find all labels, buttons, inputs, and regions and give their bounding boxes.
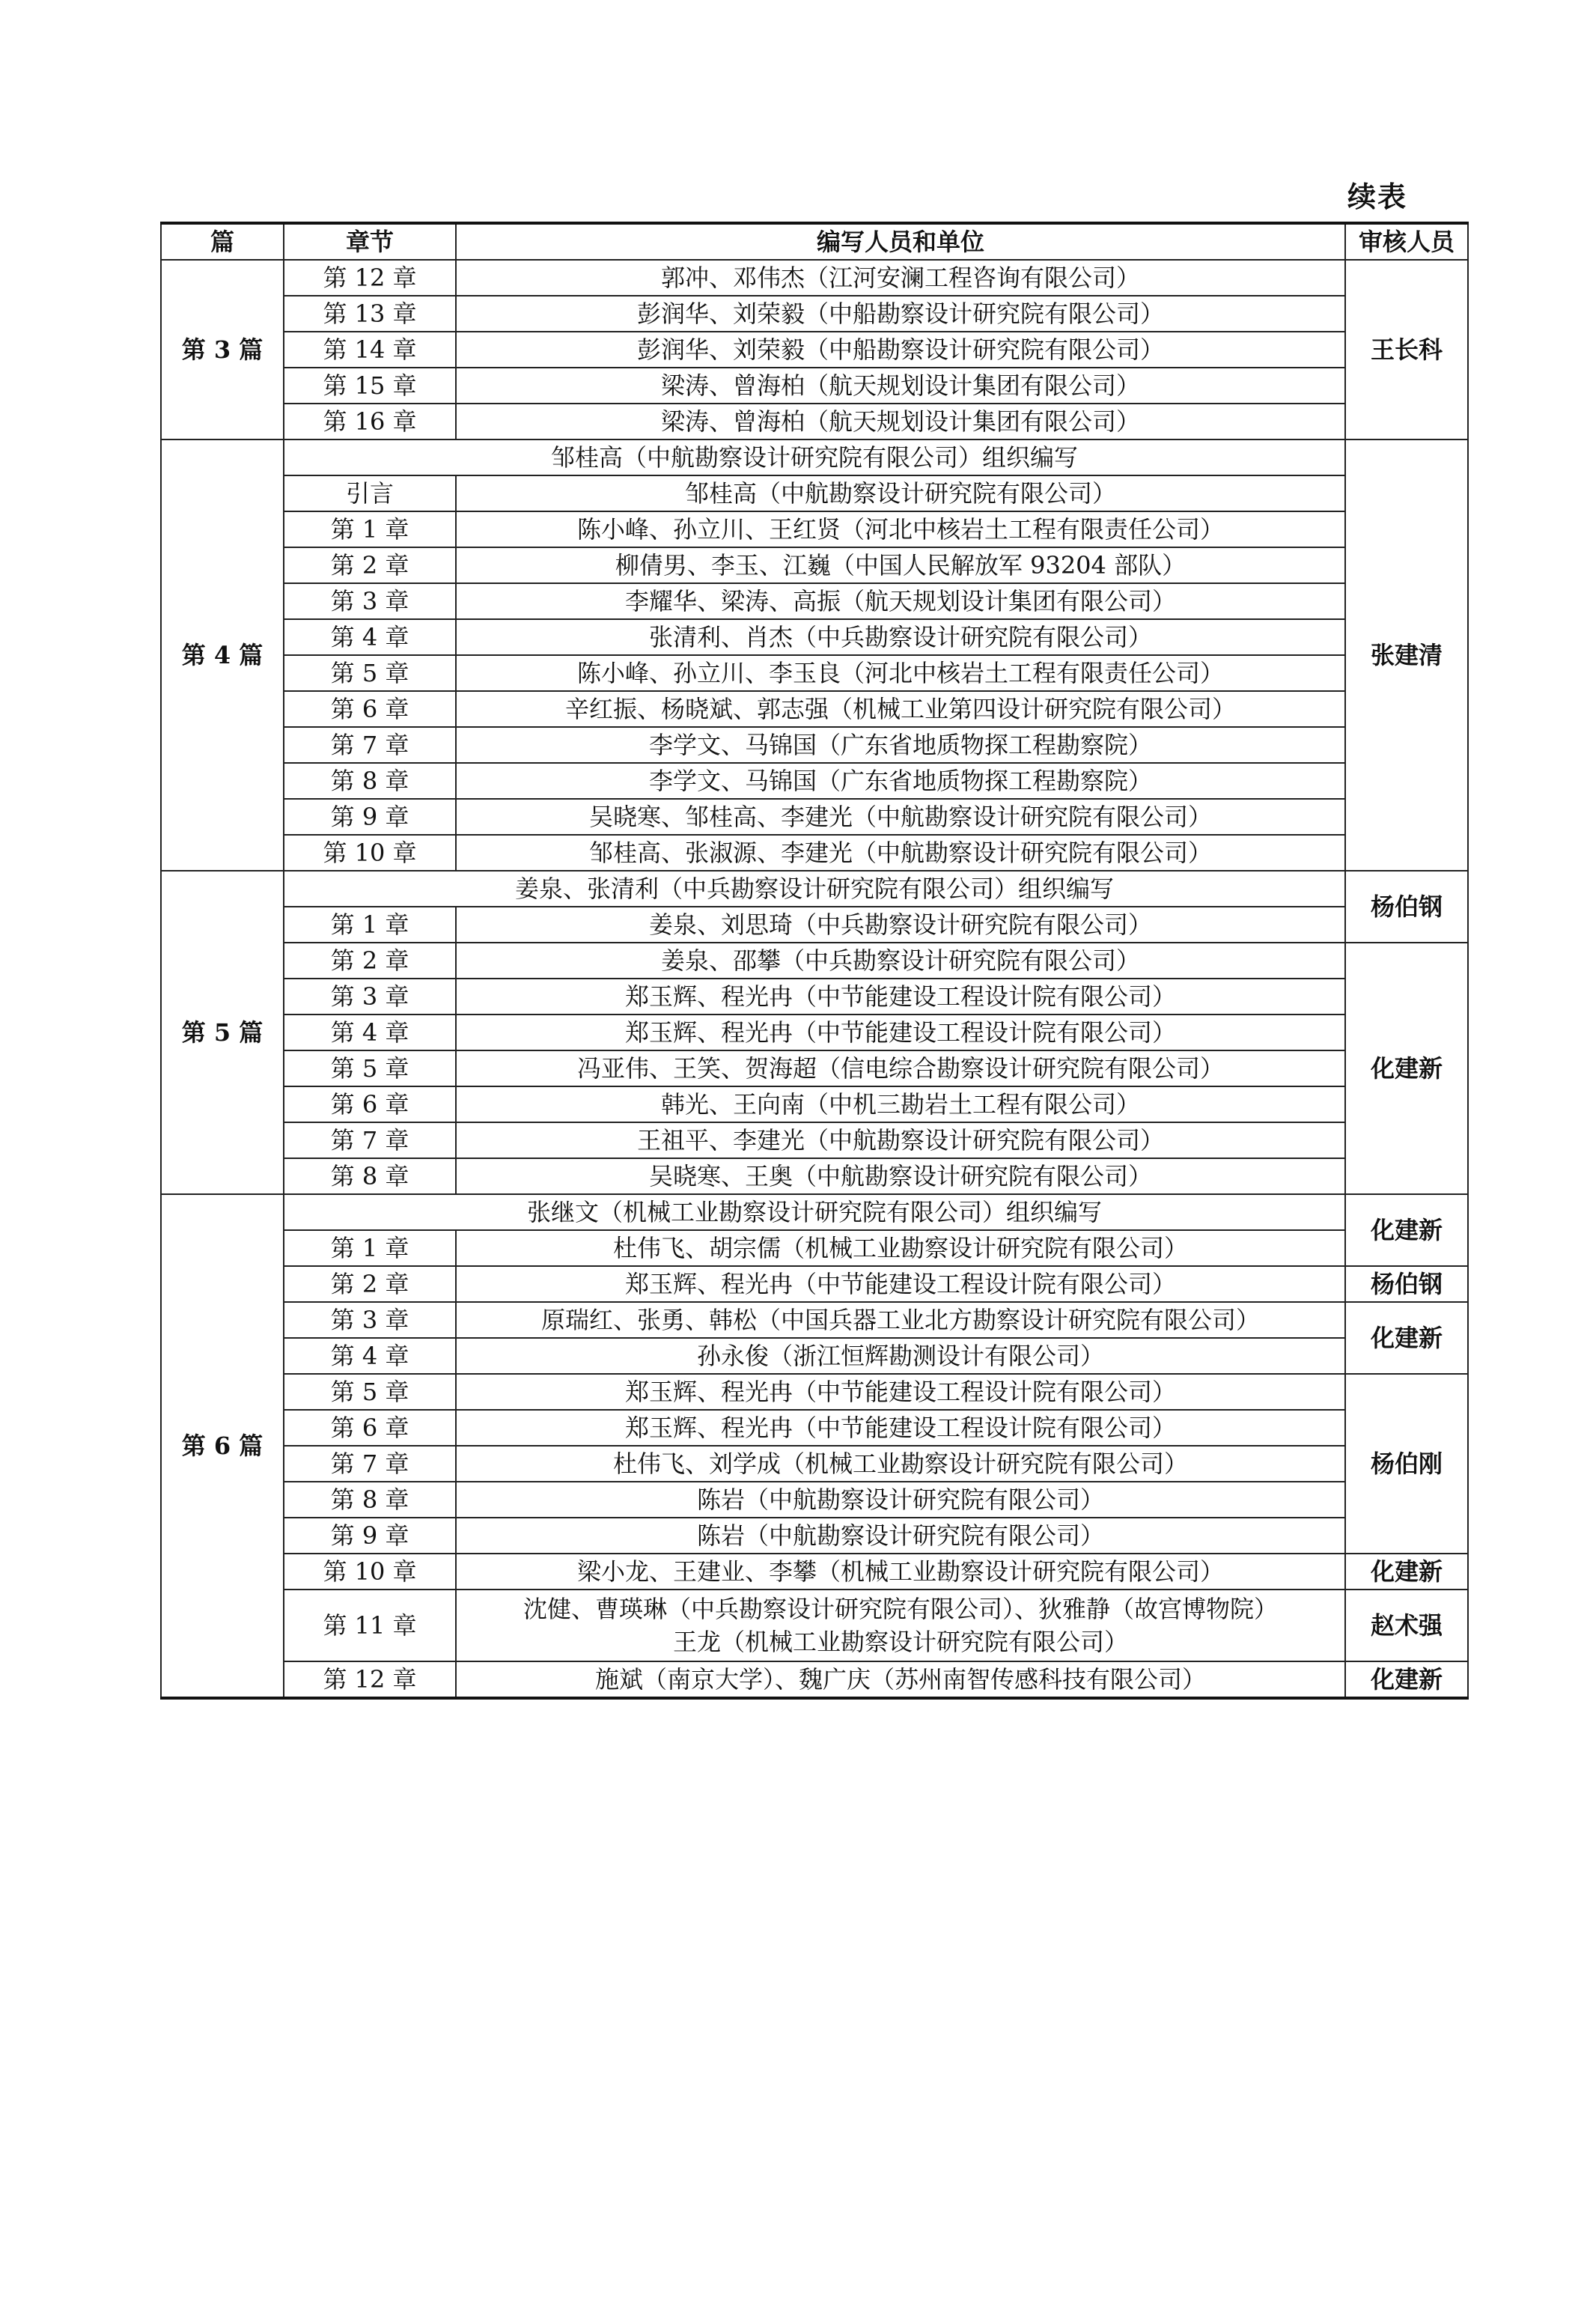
reviewer-cell: 王长科 [1345, 260, 1468, 439]
authors-cell: 辛红振、杨晓斌、郭志强（机械工业第四设计研究院有限公司） [456, 691, 1345, 727]
table-row [161, 1015, 1468, 1050]
table-row [161, 1230, 1468, 1266]
reviewer-cell: 化建新 [1345, 1302, 1468, 1374]
table-row [161, 332, 1468, 368]
chapter-cell: 第 10 章 [284, 835, 456, 871]
table-continued-title: 续表 [1347, 180, 1407, 213]
table-row [161, 1590, 1468, 1661]
organizer-cell: 邹桂高（中航勘察设计研究院有限公司）组织编写 [284, 439, 1345, 475]
table-row [161, 835, 1468, 871]
table-row [161, 1194, 1468, 1230]
chapter-cell: 第 5 章 [284, 1374, 456, 1410]
reviewer-cell: 杨伯刚 [1345, 1374, 1468, 1554]
table-row [161, 404, 1468, 439]
authors-cell: 杜伟飞、刘学成（机械工业勘察设计研究院有限公司） [456, 1446, 1345, 1482]
authors-table [160, 222, 1469, 1700]
chapter-cell: 第 6 章 [284, 1410, 456, 1446]
organizer-cell: 姜泉、张清利（中兵勘察设计研究院有限公司）组织编写 [284, 871, 1345, 907]
chapter-cell: 引言 [284, 475, 456, 511]
table-row [161, 1446, 1468, 1482]
table-row [161, 1554, 1468, 1590]
chapter-cell: 第 1 章 [284, 907, 456, 943]
chapter-cell: 第 6 章 [284, 1086, 456, 1122]
authors-cell: 陈岩（中航勘察设计研究院有限公司） [456, 1518, 1345, 1554]
authors-cell: 韩光、王向南（中机三勘岩土工程有限公司） [456, 1086, 1345, 1122]
part-label: 第 3 篇 [161, 260, 284, 439]
chapter-cell: 第 2 章 [284, 1266, 456, 1302]
authors-cell: 冯亚伟、王笑、贺海超（信电综合勘察设计研究院有限公司） [456, 1050, 1345, 1086]
authors-cell: 李耀华、梁涛、高振（航天规划设计集团有限公司） [456, 583, 1345, 619]
chapter-cell: 第 9 章 [284, 799, 456, 835]
authors-cell: 彭润华、刘荣毅（中船勘察设计研究院有限公司） [456, 332, 1345, 368]
chapter-cell: 第 14 章 [284, 332, 456, 368]
authors-cell: 郑玉辉、程光冉（中节能建设工程设计院有限公司） [456, 1015, 1345, 1050]
header-authors: 编写人员和单位 [456, 223, 1345, 260]
authors-cell: 梁涛、曾海柏（航天规划设计集团有限公司） [456, 368, 1345, 404]
reviewer-cell: 杨伯钢 [1345, 871, 1468, 943]
chapter-cell: 第 4 章 [284, 1015, 456, 1050]
table-row [161, 583, 1468, 619]
table-row [161, 1122, 1468, 1158]
chapter-cell: 第 8 章 [284, 1158, 456, 1194]
table-row [161, 727, 1468, 763]
authors-cell: 柳倩男、李玉、江巍（中国人民解放军 93204 部队） [456, 547, 1345, 583]
table-row [161, 1050, 1468, 1086]
chapter-cell: 第 10 章 [284, 1554, 456, 1590]
header-part: 篇 [161, 223, 284, 260]
reviewer-cell: 化建新 [1345, 1554, 1468, 1590]
table-header-row [161, 223, 1468, 260]
table-row [161, 1518, 1468, 1554]
part-label: 第 4 篇 [161, 439, 284, 871]
table-row [161, 296, 1468, 332]
chapter-cell: 第 4 章 [284, 1338, 456, 1374]
chapter-cell: 第 12 章 [284, 260, 456, 296]
part-label: 第 6 篇 [161, 1194, 284, 1698]
chapter-cell: 第 5 章 [284, 1050, 456, 1086]
header-reviewer: 审核人员 [1345, 223, 1468, 260]
authors-cell: 陈岩（中航勘察设计研究院有限公司） [456, 1482, 1345, 1518]
table-row [161, 907, 1468, 943]
authors-cell: 梁涛、曾海柏（航天规划设计集团有限公司） [456, 404, 1345, 439]
table-row [161, 547, 1468, 583]
chapter-cell: 第 7 章 [284, 1122, 456, 1158]
reviewer-cell: 化建新 [1345, 1661, 1468, 1698]
authors-cell: 邹桂高、张淑源、李建光（中航勘察设计研究院有限公司） [456, 835, 1345, 871]
chapter-cell: 第 16 章 [284, 404, 456, 439]
table-row [161, 655, 1468, 691]
table-row [161, 1482, 1468, 1518]
chapter-cell: 第 7 章 [284, 727, 456, 763]
chapter-cell: 第 8 章 [284, 763, 456, 799]
authors-cell: 陈小峰、孙立川、王红贤（河北中核岩土工程有限责任公司） [456, 511, 1345, 547]
chapter-cell: 第 15 章 [284, 368, 456, 404]
chapter-cell: 第 13 章 [284, 296, 456, 332]
table-row [161, 619, 1468, 655]
reviewer-cell: 化建新 [1345, 943, 1468, 1194]
authors-cell: 姜泉、刘思琦（中兵勘察设计研究院有限公司） [456, 907, 1345, 943]
chapter-cell: 第 3 章 [284, 1302, 456, 1338]
chapter-cell: 第 11 章 [284, 1590, 456, 1661]
chapter-cell: 第 3 章 [284, 583, 456, 619]
authors-cell: 吴晓寒、王奥（中航勘察设计研究院有限公司） [456, 1158, 1345, 1194]
authors-cell: 邹桂高（中航勘察设计研究院有限公司） [456, 475, 1345, 511]
chapter-cell: 第 3 章 [284, 979, 456, 1015]
authors-cell: 施斌（南京大学）、魏广庆（苏州南智传感科技有限公司） [456, 1661, 1345, 1698]
part-label: 第 5 篇 [161, 871, 284, 1194]
authors-cell: 杜伟飞、胡宗儒（机械工业勘察设计研究院有限公司） [456, 1230, 1345, 1266]
table-row [161, 1158, 1468, 1194]
authors-cell: 姜泉、邵攀（中兵勘察设计研究院有限公司） [456, 943, 1345, 979]
authors-cell: 张清利、肖杰（中兵勘察设计研究院有限公司） [456, 619, 1345, 655]
authors-cell: 郑玉辉、程光冉（中节能建设工程设计院有限公司） [456, 1266, 1345, 1302]
reviewer-cell: 赵术强 [1345, 1590, 1468, 1661]
table-row [161, 1302, 1468, 1338]
table-row [161, 799, 1468, 835]
chapter-cell: 第 2 章 [284, 547, 456, 583]
authors-cell: 郑玉辉、程光冉（中节能建设工程设计院有限公司） [456, 1410, 1345, 1446]
table-row [161, 1086, 1468, 1122]
reviewer-cell: 张建清 [1345, 439, 1468, 871]
table-row [161, 1374, 1468, 1410]
table-row [161, 439, 1468, 475]
table-row [161, 871, 1468, 907]
table-row [161, 943, 1468, 979]
chapter-cell: 第 9 章 [284, 1518, 456, 1554]
chapter-cell: 第 4 章 [284, 619, 456, 655]
table-row [161, 1410, 1468, 1446]
chapter-cell: 第 12 章 [284, 1661, 456, 1698]
authors-cell: 彭润华、刘荣毅（中船勘察设计研究院有限公司） [456, 296, 1345, 332]
reviewer-cell: 化建新 [1345, 1194, 1468, 1266]
reviewer-cell: 杨伯钢 [1345, 1266, 1468, 1302]
chapter-cell: 第 6 章 [284, 691, 456, 727]
table-row [161, 511, 1468, 547]
chapter-cell: 第 7 章 [284, 1446, 456, 1482]
authors-cell: 郭冲、邓伟杰（江河安澜工程咨询有限公司） [456, 260, 1345, 296]
authors-cell: 孙永俊（浙江恒辉勘测设计有限公司） [456, 1338, 1345, 1374]
authors-cell: 李学文、马锦国（广东省地质物探工程勘察院） [456, 763, 1345, 799]
table-row [161, 763, 1468, 799]
authors-cell: 原瑞红、张勇、韩松（中国兵器工业北方勘察设计研究院有限公司） [456, 1302, 1345, 1338]
header-chapter: 章节 [284, 223, 456, 260]
authors-cell: 吴晓寒、邹桂高、李建光（中航勘察设计研究院有限公司） [456, 799, 1345, 835]
table-row [161, 1266, 1468, 1302]
authors-line-1: 沈健、曹瑛琳（中兵勘察设计研究院有限公司）、狄雅静（故宫博物院） [523, 1595, 1278, 1623]
table-row [161, 1338, 1468, 1374]
authors-line-2: 王龙（机械工业勘察设计研究院有限公司） [672, 1628, 1128, 1656]
table-row [161, 691, 1468, 727]
chapter-cell: 第 1 章 [284, 511, 456, 547]
organizer-cell: 张继文（机械工业勘察设计研究院有限公司）组织编写 [284, 1194, 1345, 1230]
table-row [161, 368, 1468, 404]
table-row [161, 1661, 1468, 1698]
table-row [161, 260, 1468, 296]
authors-cell: 王祖平、李建光（中航勘察设计研究院有限公司） [456, 1122, 1345, 1158]
chapter-cell: 第 8 章 [284, 1482, 456, 1518]
authors-cell: 梁小龙、王建业、李攀（机械工业勘察设计研究院有限公司） [456, 1554, 1345, 1590]
authors-cell: 陈小峰、孙立川、李玉良（河北中核岩土工程有限责任公司） [456, 655, 1345, 691]
chapter-cell: 第 1 章 [284, 1230, 456, 1266]
authors-cell: 李学文、马锦国（广东省地质物探工程勘察院） [456, 727, 1345, 763]
table-row [161, 475, 1468, 511]
table-row [161, 979, 1468, 1015]
authors-cell [456, 1590, 1345, 1661]
chapter-cell: 第 5 章 [284, 655, 456, 691]
authors-cell: 郑玉辉、程光冉（中节能建设工程设计院有限公司） [456, 979, 1345, 1015]
chapter-cell: 第 2 章 [284, 943, 456, 979]
authors-cell: 郑玉辉、程光冉（中节能建设工程设计院有限公司） [456, 1374, 1345, 1410]
